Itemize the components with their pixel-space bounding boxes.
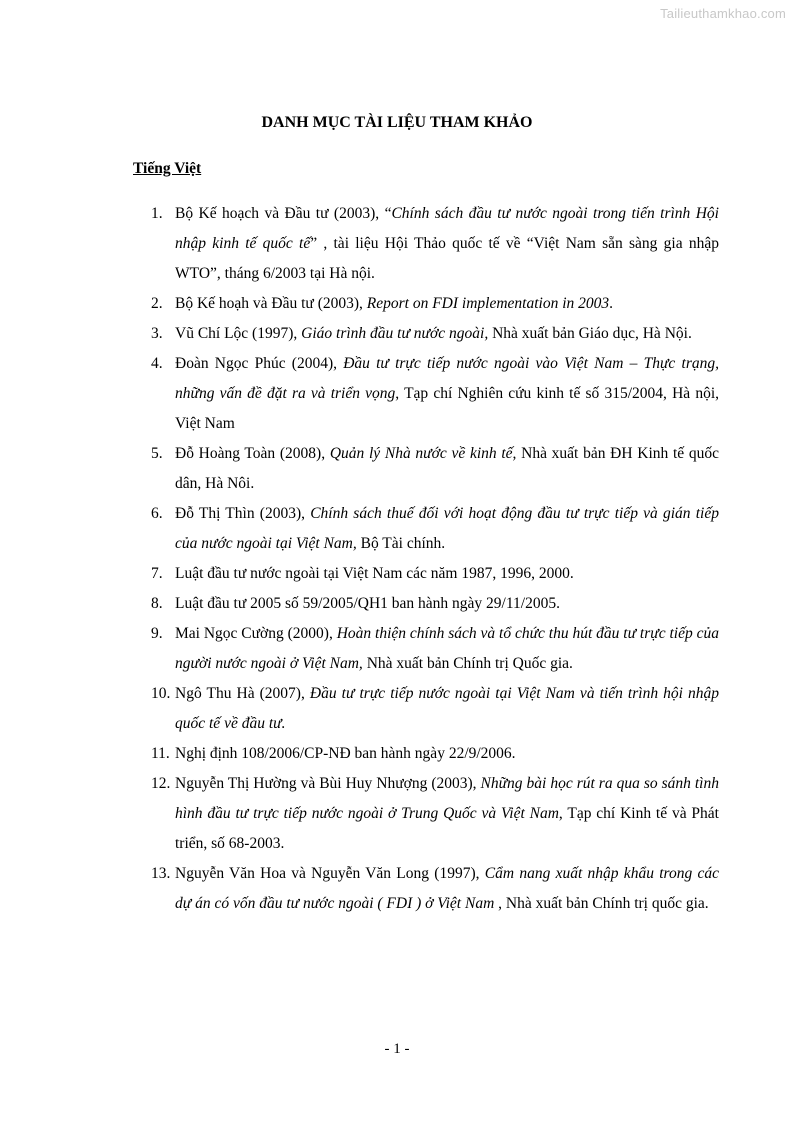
reference-title: Chính sách thuế đối với hoạt động đầu tư trực tiếp và gián tiếp của nước ngoài tại Việt Nam, <box>175 505 719 552</box>
page-number: - 1 - <box>384 1041 410 1057</box>
reference-title: Giáo trình đầu tư nước ngoài, <box>301 325 489 342</box>
reference-title: Quản lý Nhà nước về kinh tế, <box>329 445 517 462</box>
reference-text: Vũ Chí Lộc (1997), Giáo trình đầu tư nước ngoài, Nhà xuất bản Giáo dục, Hà Nội. <box>175 325 692 342</box>
reference-item <box>0 679 794 739</box>
reference-number: 8. <box>151 595 163 612</box>
reference-item <box>0 769 794 859</box>
reference-text: Luật đầu tư nước ngoài tại Việt Nam các năm 1987, 1996, 2000. <box>175 565 574 582</box>
reference-title: Chính sách đầu tư nước ngoài trong tiến trình Hội nhập kinh tế quốc tế <box>175 205 719 252</box>
reference-number: 13. <box>151 865 171 882</box>
reference-text: Nghị định 108/2006/CP-NĐ ban hành ngày 22/9/2006. <box>175 745 516 762</box>
reference-title: Hoàn thiện chính sách và tổ chức thu hút đầu tư trực tiếp của người nước ngoài ở Việt Nam, <box>175 625 719 672</box>
reference-number: 12. <box>151 775 171 792</box>
reference-number: 11. <box>151 745 170 762</box>
watermark: Tailieuthamkhao.com <box>660 6 786 21</box>
reference-item <box>0 349 794 439</box>
reference-item <box>0 589 794 619</box>
reference-text: Mai Ngọc Cường (2000), Hoàn thiện chính sách và tổ chức thu hút đầu tư trực tiếp của người nước ngoài ở Việt Nam, Nhà xuất bản Chính trị Quốc gia. <box>175 625 719 672</box>
reference-number: 3. <box>151 325 163 342</box>
reference-item <box>0 859 794 919</box>
reference-item <box>0 289 794 319</box>
reference-item <box>0 499 794 559</box>
reference-item <box>0 439 794 499</box>
reference-list <box>0 199 794 919</box>
reference-text: Đỗ Thị Thìn (2003), Chính sách thuế đối với hoạt động đầu tư trực tiếp và gián tiếp của nước ngoài tại Việt Nam, Bộ Tài chính. <box>175 505 719 552</box>
reference-text: Bộ Kế hoạh và Đầu tư (2003), Report on FDI implementation in 2003. <box>175 295 614 312</box>
reference-number: 2. <box>151 295 163 312</box>
reference-text: Luật đầu tư 2005 số 59/2005/QH1 ban hành ngày 29/11/2005. <box>175 595 560 612</box>
reference-text: Ngô Thu Hà (2007), Đầu tư trực tiếp nước ngoài tại Việt Nam và tiến trình hội nhập quốc tế về đầu tư. <box>175 685 720 732</box>
reference-text: Đoàn Ngọc Phúc (2004), Đầu tư trực tiếp nước ngoài vào Việt Nam – Thực trạng, những vấn đề đặt ra và triển vọng, Tạp chí Nghiên cứu kinh tế số 315/2004, Hà nội, Việt Nam <box>175 355 720 432</box>
reference-number: 9. <box>151 625 163 642</box>
reference-item <box>0 739 794 769</box>
reference-text: Đỗ Hoàng Toàn (2008), Quản lý Nhà nước về kinh tế, Nhà xuất bản ĐH Kinh tế quốc dân, Hà Nôi. <box>175 445 719 492</box>
reference-title: Report on FDI implementation in 2003 <box>366 295 610 312</box>
reference-number: 10. <box>151 685 171 702</box>
reference-title: Cẩm nang xuất nhập khẩu trong các dự án có vốn đầu tư nước ngoài ( FDI ) ở Việt Nam <box>175 865 719 912</box>
reference-item <box>0 199 794 289</box>
reference-text: Nguyễn Văn Hoa và Nguyễn Văn Long (1997), Cẩm nang xuất nhập khẩu trong các dự án có vốn đầu tư nước ngoài ( FDI ) ở Việt Nam , Nhà xuất bản Chính trị quốc gia. <box>175 865 719 912</box>
reference-title: Những bài học rút ra qua so sánh tình hình đầu tư trực tiếp nước ngoài ở Trung Quốc và Việt Nam <box>175 775 719 822</box>
reference-number: 4. <box>151 355 163 372</box>
reference-number: 1. <box>151 205 163 222</box>
reference-item <box>0 319 794 349</box>
section-heading: Tiếng Việt <box>133 160 202 177</box>
reference-item <box>0 619 794 679</box>
reference-number: 5. <box>151 445 163 462</box>
reference-title: Đầu tư trực tiếp nước ngoài vào Việt Nam – Thực trạng, những vấn đề đặt ra và triển vọng <box>175 355 719 402</box>
page-title: DANH MỤC TÀI LIỆU THAM KHẢO <box>261 114 533 131</box>
reference-text: Nguyễn Thị Hường và Bùi Huy Nhượng (2003), Những bài học rút ra qua so sánh tình hình đầu tư trực tiếp nước ngoài ở Trung Quốc và Việt Nam, Tạp chí Kinh tế và Phát triển, số 68-2003. <box>175 775 719 852</box>
reference-number: 7. <box>151 565 163 582</box>
reference-text: Bộ Kế hoạch và Đầu tư (2003), “Chính sách đầu tư nước ngoài trong tiến trình Hội nhập kinh tế quốc tế” , tài liệu Hội Thảo quốc tế về “Việt Nam sẵn sàng gia nhập WTO”, tháng 6/2003 tại Hà nội. <box>175 205 719 282</box>
reference-number: 6. <box>151 505 163 522</box>
reference-item <box>0 559 794 589</box>
reference-title: Đầu tư trực tiếp nước ngoài tại Việt Nam và tiến trình hội nhập quốc tế về đầu tư. <box>175 685 720 732</box>
